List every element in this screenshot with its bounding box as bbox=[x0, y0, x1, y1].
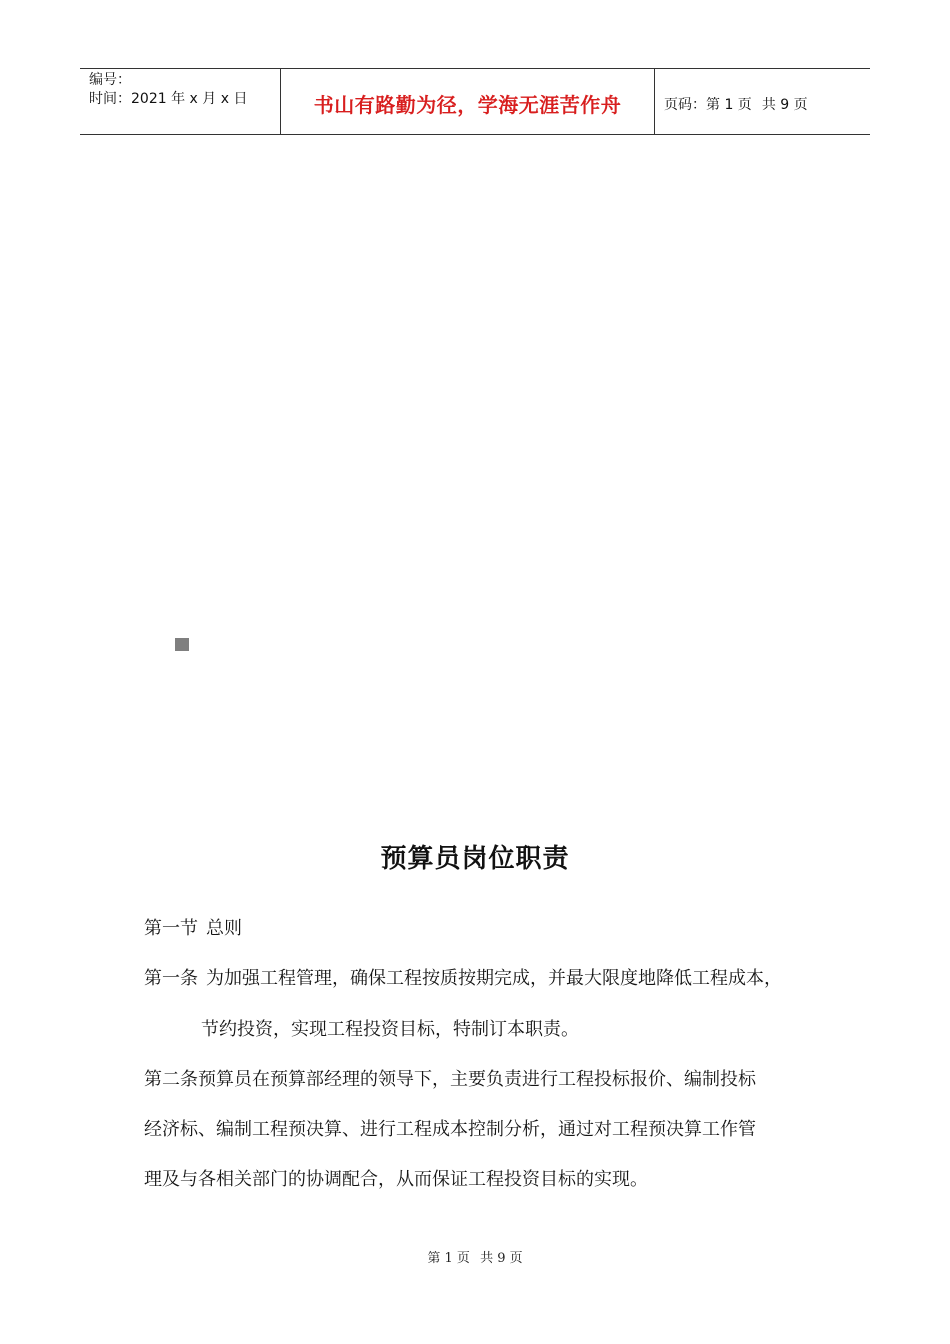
article-1-line-1 bbox=[144, 964, 782, 990]
section-number: 第一节 bbox=[144, 918, 198, 939]
article-2-line-3: 理及与各相关部门的协调配合，从而保证工程投资目标的实现。 bbox=[144, 1169, 648, 1190]
article-1-label: 第一条 bbox=[144, 968, 198, 989]
page-footer bbox=[0, 1247, 950, 1266]
motto-text: 书山有路勤为径，学海无涯苦作舟 bbox=[313, 93, 622, 117]
article-1-text: 为加强工程管理，确保工程按质按期完成，并最大限度地降低工程成本， bbox=[206, 968, 782, 989]
time-label: 时间：2021 年 x 月 x 日 bbox=[89, 91, 248, 107]
serial-number-label: 编号： bbox=[89, 72, 131, 88]
document-header bbox=[80, 68, 870, 135]
document-title: 预算员岗位职责 bbox=[380, 844, 570, 874]
header-motto-cell bbox=[281, 69, 655, 134]
header-meta-cell bbox=[80, 69, 281, 134]
section-heading bbox=[144, 914, 242, 940]
section-name: 总则 bbox=[206, 918, 242, 939]
header-page-number: 页码：第 1 页 bbox=[664, 96, 752, 113]
footer-total-pages: 共 9 页 bbox=[480, 1251, 523, 1266]
square-bullet-icon bbox=[175, 638, 189, 651]
footer-page-number: 第 1 页 bbox=[427, 1251, 470, 1266]
article-2-line-2: 经济标、编制工程预决算、进行工程成本控制分析，通过对工程预决算工作管 bbox=[144, 1119, 756, 1140]
article-1-line-2: 节约投资，实现工程投资目标，特制订本职责。 bbox=[201, 1019, 579, 1040]
header-page-cell bbox=[655, 69, 870, 134]
article-2-line-1: 第二条预算员在预算部经理的领导下，主要负责进行工程投标报价、编制投标 bbox=[144, 1069, 756, 1090]
header-total-pages: 共 9 页 bbox=[761, 96, 808, 113]
